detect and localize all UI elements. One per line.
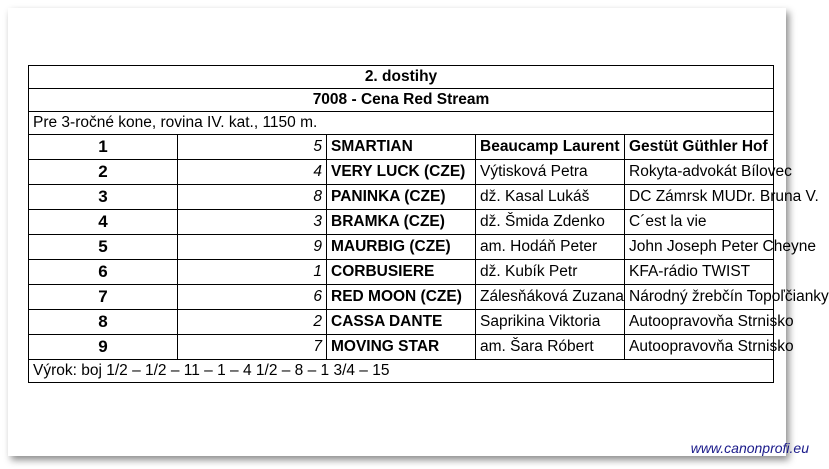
race-title: 2. dostihy — [29, 66, 774, 89]
place-cell: 2 — [29, 160, 178, 185]
start-number-cell: 4 — [178, 160, 327, 185]
jockey-cell: Beaucamp Laurent — [476, 135, 625, 160]
result-row — [29, 210, 774, 235]
jockey-cell: Výtisková Petra — [476, 160, 625, 185]
race-conditions: Pre 3-ročné kone, rovina IV. kat., 1150 m. — [29, 112, 774, 135]
start-number-cell: 6 — [178, 285, 327, 310]
horse-name-cell: CASSA DANTE — [327, 310, 476, 335]
jockey-cell: am. Šara Róbert — [476, 335, 625, 360]
start-number-cell: 9 — [178, 235, 327, 260]
result-row — [29, 260, 774, 285]
jockey-cell: dž. Šmida Zdenko — [476, 210, 625, 235]
jockey-cell: Zálesňáková Zuzana — [476, 285, 625, 310]
horse-name-cell: MAURBIG (CZE) — [327, 235, 476, 260]
jockey-cell: dž. Kubík Petr — [476, 260, 625, 285]
owner-cell: KFA-rádio TWIST — [625, 260, 774, 285]
place-cell: 1 — [29, 135, 178, 160]
start-number-cell: 3 — [178, 210, 327, 235]
jockey-cell: am. Hodáň Peter — [476, 235, 625, 260]
watermark: www.canonprofi.eu — [690, 440, 809, 456]
place-cell: 6 — [29, 260, 178, 285]
result-row — [29, 185, 774, 210]
place-cell: 8 — [29, 310, 178, 335]
jockey-cell: Saprikina Viktoria — [476, 310, 625, 335]
horse-name-cell: RED MOON (CZE) — [327, 285, 476, 310]
start-number-cell: 1 — [178, 260, 327, 285]
place-cell: 5 — [29, 235, 178, 260]
race-title-row — [29, 66, 774, 89]
horse-name-cell: VERY LUCK (CZE) — [327, 160, 476, 185]
result-row — [29, 310, 774, 335]
start-number-cell: 5 — [178, 135, 327, 160]
owner-cell: Autoopravovňa Strnisko — [625, 335, 774, 360]
owner-cell: Autoopravovňa Strnisko — [625, 310, 774, 335]
owner-cell: John Joseph Peter Cheyne — [625, 235, 774, 260]
start-number-cell: 8 — [178, 185, 327, 210]
result-row — [29, 285, 774, 310]
race-name: 7008 - Cena Red Stream — [29, 89, 774, 112]
margins-row — [29, 360, 774, 383]
owner-cell: C´est la vie — [625, 210, 774, 235]
race-results-table — [28, 65, 829, 383]
horse-name-cell: BRAMKA (CZE) — [327, 210, 476, 235]
place-cell: 7 — [29, 285, 178, 310]
race-name-row — [29, 89, 774, 112]
result-row — [29, 160, 774, 185]
result-row — [29, 335, 774, 360]
place-cell: 3 — [29, 185, 178, 210]
place-cell: 9 — [29, 335, 178, 360]
start-number-cell: 2 — [178, 310, 327, 335]
race-conditions-row — [29, 112, 774, 135]
owner-cell: DC Zámrsk MUDr. Bruna V. — [625, 185, 774, 210]
jockey-cell: dž. Kasal Lukáš — [476, 185, 625, 210]
owner-cell: Gestüt Güthler Hof — [625, 135, 774, 160]
horse-name-cell: MOVING STAR — [327, 335, 476, 360]
owner-cell: Rokyta-advokát Bílovec — [625, 160, 774, 185]
horse-name-cell: SMARTIAN — [327, 135, 476, 160]
result-row — [29, 135, 774, 160]
owner-cell: Národný žrebčín Topoľčianky — [625, 285, 774, 310]
horse-name-cell: CORBUSIERE — [327, 260, 476, 285]
horse-name-cell: PANINKA (CZE) — [327, 185, 476, 210]
start-number-cell: 7 — [178, 335, 327, 360]
result-row — [29, 235, 774, 260]
finish-margins: Výrok: boj 1/2 – 1/2 – 11 – 1 – 4 1/2 – 8 – 1 3/4 – 15 — [29, 360, 774, 383]
place-cell: 4 — [29, 210, 178, 235]
